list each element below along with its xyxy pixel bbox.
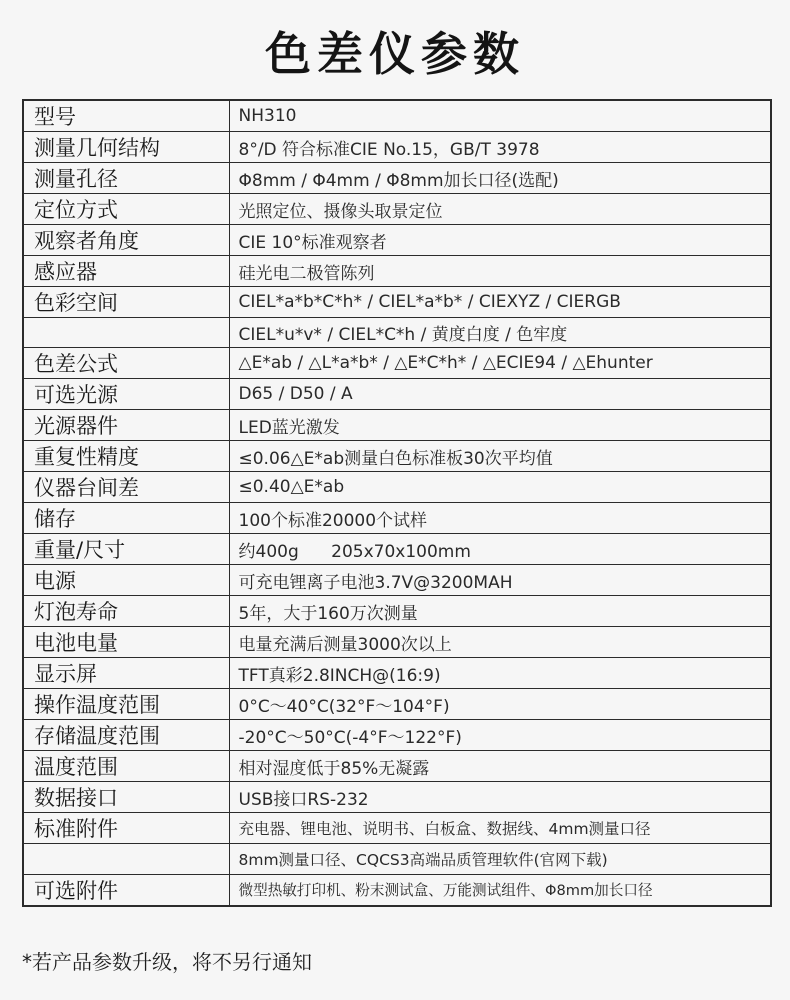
table-row	[23, 287, 771, 318]
table-row	[23, 627, 771, 658]
table-row	[23, 256, 771, 287]
row-label: 测量孔径	[23, 163, 229, 194]
row-value: 8°/D 符合标准CIE No.15，GB/T 3978	[229, 132, 771, 163]
footnote: *若产品参数升级，将不另行通知	[22, 950, 312, 974]
row-value: 电量充满后测量3000次以上	[229, 627, 771, 658]
row-value: ≤0.40△E*ab	[229, 472, 771, 503]
row-value: 硅光电二极管陈列	[229, 256, 771, 287]
row-value: 充电器、锂电池、说明书、白板盒、数据线、4mm测量口径	[229, 813, 771, 844]
row-value: 相对湿度低于85%无凝露	[229, 751, 771, 782]
row-value: -20°C～50°C(-4°F～122°F)	[229, 720, 771, 751]
table-row	[23, 318, 771, 348]
row-value: 5年，大于160万次测量	[229, 596, 771, 627]
row-label: 光源器件	[23, 410, 229, 441]
table-row	[23, 689, 771, 720]
row-label: 电池电量	[23, 627, 229, 658]
table-row	[23, 410, 771, 441]
row-value: 微型热敏打印机、粉末测试盒、万能测试组件、Φ8mm加长口径	[229, 874, 771, 906]
table-row	[23, 720, 771, 751]
table-row	[23, 813, 771, 844]
row-value: △E*ab / △L*a*b* / △E*C*h* / △ECIE94 / △Ehunter	[229, 348, 771, 379]
spec-table	[22, 99, 772, 907]
page-title: 色差仪参数	[265, 27, 525, 81]
row-label: 型号	[23, 100, 229, 132]
row-label: 温度范围	[23, 751, 229, 782]
row-label: 感应器	[23, 256, 229, 287]
table-row	[23, 503, 771, 534]
row-value: TFT真彩2.8INCH@(16:9)	[229, 658, 771, 689]
row-label: 操作温度范围	[23, 689, 229, 720]
table-row	[23, 596, 771, 627]
table-row	[23, 194, 771, 225]
row-label: 重量/尺寸	[23, 534, 229, 565]
row-label: 储存	[23, 503, 229, 534]
row-label: 色差公式	[23, 348, 229, 379]
row-value: 0°C～40°C(32°F～104°F)	[229, 689, 771, 720]
row-label: 观察者角度	[23, 225, 229, 256]
row-value: 约400g 205x70x100mm	[229, 534, 771, 565]
row-label: 灯泡寿命	[23, 596, 229, 627]
table-row	[23, 132, 771, 163]
table-row	[23, 441, 771, 472]
row-value: LED蓝光激发	[229, 410, 771, 441]
row-label	[23, 318, 229, 348]
row-value: CIEL*a*b*C*h* / CIEL*a*b* / CIEXYZ / CIERGB	[229, 287, 771, 318]
row-label: 仪器台间差	[23, 472, 229, 503]
row-label: 色彩空间	[23, 287, 229, 318]
row-label: 定位方式	[23, 194, 229, 225]
table-row	[23, 379, 771, 410]
row-label	[23, 844, 229, 874]
table-row	[23, 534, 771, 565]
row-value: 可充电锂离子电池3.7V@3200MAH	[229, 565, 771, 596]
row-label: 显示屏	[23, 658, 229, 689]
row-value: 8mm测量口径、CQCS3高端品质管理软件(官网下载)	[229, 844, 771, 874]
table-row	[23, 874, 771, 906]
row-value: CIE 10°标准观察者	[229, 225, 771, 256]
row-label: 标准附件	[23, 813, 229, 844]
row-label: 可选附件	[23, 874, 229, 906]
table-row	[23, 225, 771, 256]
table-row	[23, 565, 771, 596]
row-value: NH310	[229, 100, 771, 132]
row-label: 数据接口	[23, 782, 229, 813]
table-row	[23, 348, 771, 379]
row-label: 测量几何结构	[23, 132, 229, 163]
row-value: CIEL*u*v* / CIEL*C*h / 黄度白度 / 色牢度	[229, 318, 771, 348]
row-label: 重复性精度	[23, 441, 229, 472]
table-row	[23, 751, 771, 782]
table-row	[23, 844, 771, 874]
row-label: 存储温度范围	[23, 720, 229, 751]
table-row	[23, 100, 771, 132]
row-value: ≤0.06△E*ab测量白色标准板30次平均值	[229, 441, 771, 472]
row-value: 100个标准20000个试样	[229, 503, 771, 534]
row-value: Φ8mm / Φ4mm / Φ8mm加长口径(选配)	[229, 163, 771, 194]
table-row	[23, 782, 771, 813]
row-value: USB接口RS-232	[229, 782, 771, 813]
row-label: 电源	[23, 565, 229, 596]
row-value: 光照定位、摄像头取景定位	[229, 194, 771, 225]
table-row	[23, 658, 771, 689]
table-row	[23, 472, 771, 503]
row-label: 可选光源	[23, 379, 229, 410]
row-value: D65 / D50 / A	[229, 379, 771, 410]
table-row	[23, 163, 771, 194]
